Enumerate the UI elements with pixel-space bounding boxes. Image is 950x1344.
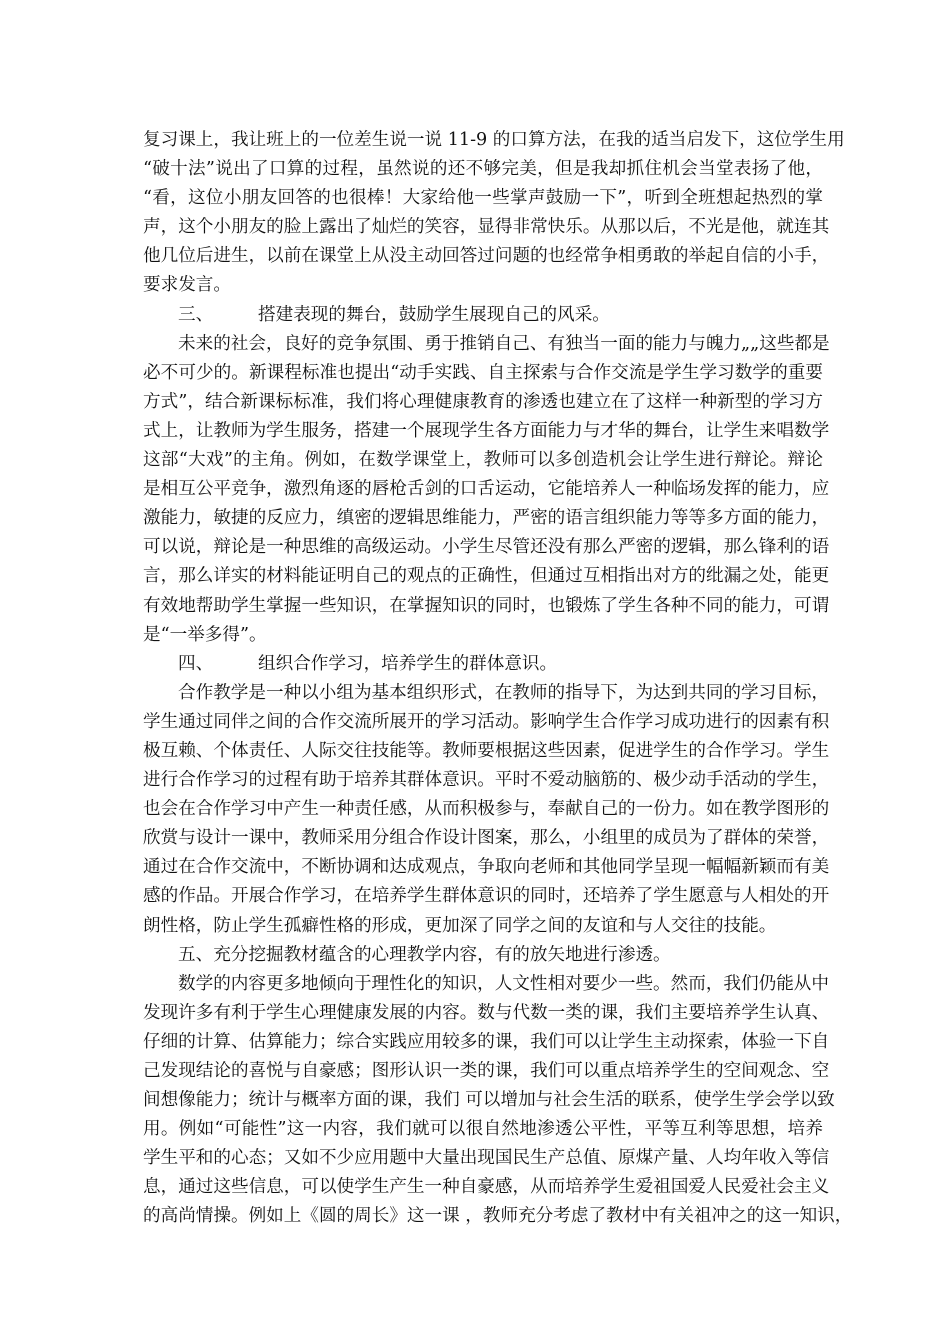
text-line: “破十法”说出了口算的过程，虽然说的还不够完美，但是我却抓住机会当堂表扬了他， bbox=[143, 159, 823, 180]
text-line: 极互赖、个体责任、人际交往技能等。教师要根据这些因素，促进学生的合作学习。学生 bbox=[143, 740, 830, 761]
section-title: 搭建表现的舞台，鼓励学生展现自己的风采。 bbox=[258, 304, 610, 325]
text-line: 通过在合作交流中，不断协调和达成观点，争取向老师和其他同学呈现一幅幅新颖而有美 bbox=[143, 857, 830, 878]
section-number: 四、 bbox=[178, 653, 214, 674]
text-line: 也会在合作学习中产生一种责任感，从而积极参与，奉献自己的一份力。如在教学图形的 bbox=[143, 799, 830, 820]
text-line: 仔细的计算、估算能力；综合实践应用较多的课，我们可以让学生主动探索，体验一下自 bbox=[143, 1031, 830, 1052]
text-line: 是“一举多得”。 bbox=[143, 624, 267, 645]
paragraph-review-class bbox=[143, 126, 845, 301]
text-line: 这部“大戏”的主角。例如，在数学课堂上，教师可以多创造机会让学生进行辩论。辩论 bbox=[143, 450, 823, 471]
text-line: 用。例如“可能性”这一内容，我们就可以很自然地渗透公平性，平等互利等思想，培养 bbox=[143, 1119, 823, 1140]
text-line: 感的作品。开展合作学习，在培养学生群体意识的同时，还培养了学生愿意与人相处的开 bbox=[143, 886, 830, 907]
section-number: 三、 bbox=[178, 304, 214, 325]
text-line: 式上，让教师为学生服务，搭建一个展现学生各方面能力与才华的舞台，让学生来唱数学 bbox=[143, 420, 830, 441]
section-heading-3 bbox=[143, 301, 823, 330]
text-line: 言，那么详实的材料能证明自己的观点的正确性，但通过互相指出对方的纰漏之处，能更 bbox=[143, 566, 830, 587]
text-line: 未来的社会，良好的竞争氛围、勇于推销自己、有独当一面的能力与魄力„„这些都是 bbox=[178, 333, 830, 354]
text-line: 朗性格，防止学生孤癖性格的形成，更加深了同学之间的友谊和与人交往的技能。 bbox=[143, 915, 777, 936]
text-line: 己发现结论的喜悦与自豪感；图形认识一类的课，我们可以重点培养学生的空间观念、空 bbox=[143, 1061, 830, 1081]
text-line: 学生通过同伴之间的合作交流所展开的学习活动。影响学生合作学习成功进行的因素有积 bbox=[143, 711, 830, 732]
text-line: 发现许多有利于学生心理健康发展的内容。数与代数一类的课，我们主要培养学生认真、 bbox=[143, 1002, 830, 1023]
text-line: 进行合作学习的过程有助于培养其群体意识。平时不爱动脑筋的、极少动手活动的学生， bbox=[143, 770, 830, 791]
text-line: 学生平和的心态；又如不少应用题中大量出现国民生产总值、原煤产量、人均年收入等信 bbox=[143, 1148, 830, 1169]
text-line: 声，这个小朋友的脸上露出了灿烂的笑容，显得非常快乐。从那以后，不光是他，就连其 bbox=[143, 217, 830, 238]
text-line: 复习课上，我让班上的一位差生说一说 11-9 的口算方法，在我的适当启发下，这位学生用 bbox=[143, 130, 845, 150]
text-line: 方式”，结合新课标标准，我们将心理健康教育的渗透也建立在了这样一种新型的学习方 bbox=[143, 391, 823, 412]
paragraph-teaching-content bbox=[143, 970, 853, 1232]
paragraph-cooperative-learning bbox=[143, 679, 830, 941]
text-line: 息，通过这些信息，可以使学生产生一种自豪感，从而培养学生爱祖国爱人民爱社会主义 bbox=[143, 1177, 830, 1198]
text-line: 合作教学是一种以小组为基本组织形式，在教师的指导下，为达到共同的学习目标， bbox=[178, 682, 829, 703]
text-line: 必不可少的。新课程标准也提出“动手实践、自主探索与合作交流是学生学习数学的重要 bbox=[143, 362, 823, 383]
text-line: 可以说，辩论是一种思维的高级运动。小学生尽管还没有那么严密的逻辑，那么锋利的语 bbox=[143, 537, 830, 558]
text-line: 间想像能力；统计与概率方面的课，我们 可以增加与社会生活的联系，使学生学会学以致 bbox=[143, 1090, 835, 1111]
text-line: 激能力，敏捷的反应力，缜密的逻辑思维能力，严密的语言组织能力等等多方面的能力， bbox=[143, 508, 830, 529]
section-title: 组织合作学习，培养学生的群体意识。 bbox=[258, 653, 558, 674]
paragraph-stage bbox=[143, 330, 830, 650]
text-line: 数学的内容更多地倾向于理性化的知识，人文性相对要少一些。然而，我们仍能从中 bbox=[178, 973, 829, 994]
text-line: 是相互公平竞争，激烈角逐的唇枪舌剑的口舌运动，它能培养人一种临场发挥的能力，应 bbox=[143, 479, 830, 500]
text-line: 他几位后进生，以前在课堂上从没主动回答过问题的也经常争相勇敢的举起自信的小手， bbox=[143, 246, 830, 267]
text-line: 要求发言。 bbox=[143, 275, 231, 296]
text-line: 的高尚情操。例如上《圆的周长》这一课 ，教师充分考虑了教材中有关祖冲之的这一知识， bbox=[143, 1206, 853, 1227]
section-heading-5: 五、充分挖掘教材蕴含的心理教学内容，有的放矢地进行渗透。 bbox=[178, 944, 671, 965]
section-heading-4 bbox=[143, 650, 823, 679]
text-line: 有效地帮助学生掌握一些知识，在掌握知识的同时，也锻炼了学生各种不同的能力，可谓 bbox=[143, 595, 830, 616]
text-line: “看，这位小朋友回答的也很棒！大家给他一些掌声鼓励一下”，听到全班想起热烈的掌 bbox=[143, 188, 823, 209]
text-line: 欣赏与设计一课中，教师采用分组合作设计图案，那么，小组里的成员为了群体的荣誉， bbox=[143, 828, 830, 849]
document-page bbox=[143, 126, 853, 1232]
